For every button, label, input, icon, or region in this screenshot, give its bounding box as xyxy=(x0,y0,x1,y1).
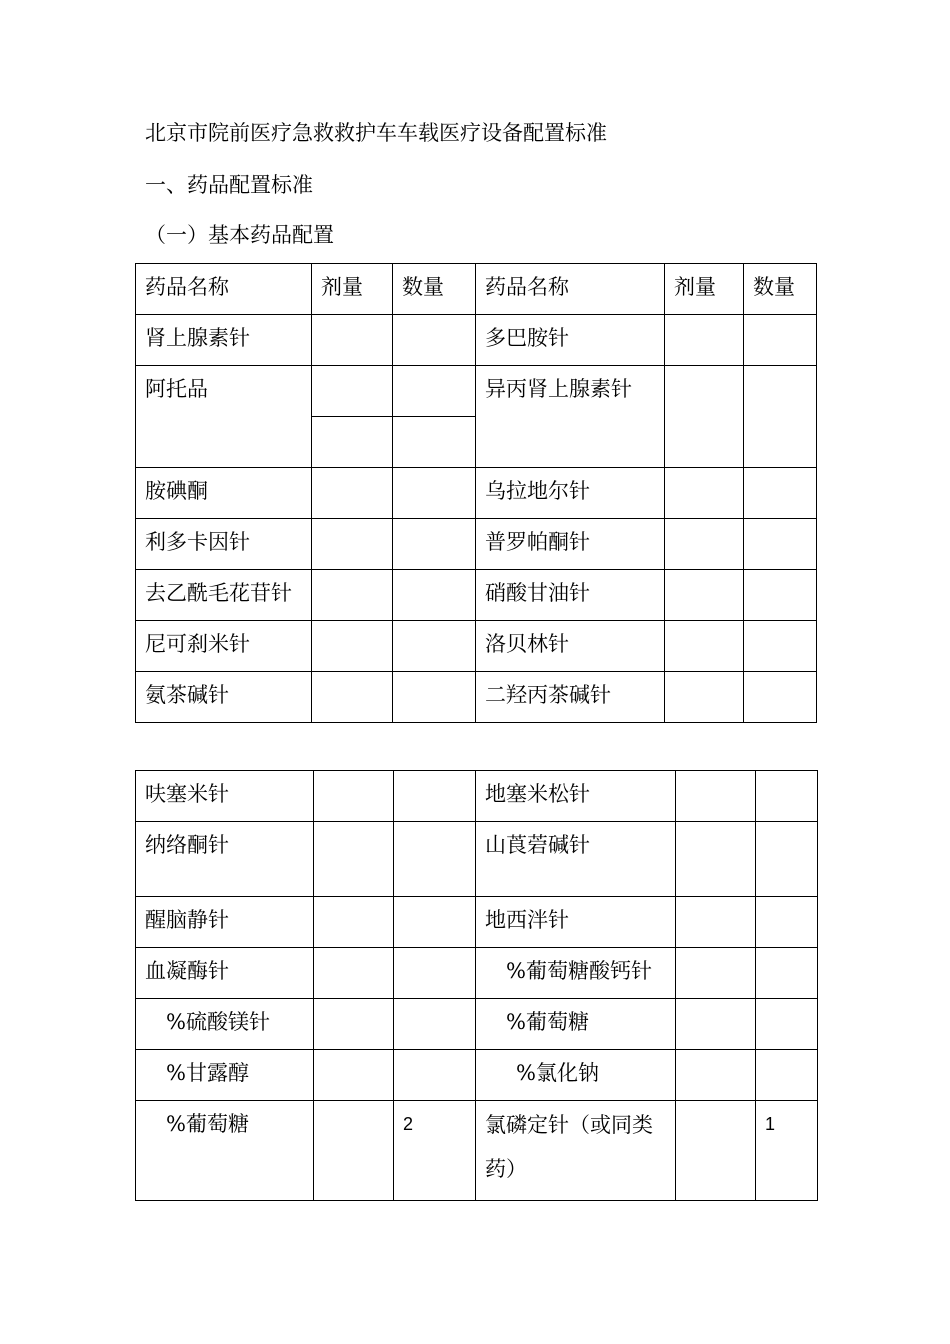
dose-cell xyxy=(312,417,393,468)
dose-cell xyxy=(314,771,394,822)
header-dose-left: 剂量 xyxy=(312,264,393,315)
qty-cell xyxy=(394,771,476,822)
table-row xyxy=(136,1101,818,1201)
qty-cell xyxy=(394,999,476,1050)
drug-name-right: 乌拉地尔针 xyxy=(476,468,665,519)
drug-name-right: 地塞米松针 xyxy=(476,771,676,822)
dose-cell xyxy=(314,999,394,1050)
drug-name-left: 血凝酶针 xyxy=(136,948,314,999)
dose-cell xyxy=(676,897,756,948)
qty-cell xyxy=(394,948,476,999)
header-dose-right: 剂量 xyxy=(665,264,744,315)
dose-cell xyxy=(676,948,756,999)
dose-cell xyxy=(665,672,744,723)
qty-cell xyxy=(393,315,476,366)
qty-cell xyxy=(756,897,818,948)
header-name-right: 药品名称 xyxy=(476,264,665,315)
drug-name-right: %氯化钠 xyxy=(476,1050,676,1101)
dose-cell xyxy=(314,897,394,948)
dose-cell xyxy=(665,570,744,621)
drug-name-left: %葡萄糖 xyxy=(136,1101,314,1201)
drug-name-right: %葡萄糖 xyxy=(476,999,676,1050)
dose-cell xyxy=(676,1101,756,1201)
qty-cell xyxy=(394,897,476,948)
dose-cell xyxy=(676,999,756,1050)
qty-cell xyxy=(393,519,476,570)
table-row xyxy=(136,771,818,822)
drug-name-left: 醒脑静针 xyxy=(136,897,314,948)
subsection-heading: （一）基本药品配置 xyxy=(145,223,334,247)
qty-cell xyxy=(394,1050,476,1101)
page-title: 北京市院前医疗急救救护车车载医疗设备配置标准 xyxy=(145,121,607,145)
table-row xyxy=(136,672,817,723)
qty-cell xyxy=(393,417,476,468)
header-qty-left: 数量 xyxy=(393,264,476,315)
qty-cell xyxy=(756,771,818,822)
drug-name-left: %硫酸镁针 xyxy=(136,999,314,1050)
qty-cell xyxy=(393,468,476,519)
table-row xyxy=(136,468,817,519)
table-row xyxy=(136,315,817,366)
basic-drug-table-part1 xyxy=(135,263,817,723)
drug-name-left: %甘露醇 xyxy=(136,1050,314,1101)
drug-name-left: 呋塞米针 xyxy=(136,771,314,822)
drug-name-right: 异丙肾上腺素针 xyxy=(476,366,665,468)
drug-name-left: 去乙酰毛花苷针 xyxy=(136,570,312,621)
qty-cell xyxy=(744,468,817,519)
dose-cell xyxy=(665,621,744,672)
dose-cell xyxy=(312,570,393,621)
drug-name-right: 硝酸甘油针 xyxy=(476,570,665,621)
dose-cell xyxy=(676,1050,756,1101)
drug-name-left: 胺碘酮 xyxy=(136,468,312,519)
dose-cell xyxy=(665,519,744,570)
qty-cell xyxy=(756,1050,818,1101)
dose-cell xyxy=(665,468,744,519)
qty-cell xyxy=(394,822,476,897)
qty-cell xyxy=(744,621,817,672)
dose-cell xyxy=(312,468,393,519)
header-name-left: 药品名称 xyxy=(136,264,312,315)
qty-cell xyxy=(393,621,476,672)
basic-drug-table-part2 xyxy=(135,770,818,1201)
qty-cell xyxy=(393,672,476,723)
table-row xyxy=(136,570,817,621)
qty-cell xyxy=(744,315,817,366)
table-row xyxy=(136,366,817,417)
qty-cell: 2 xyxy=(394,1101,476,1201)
qty-cell xyxy=(393,366,476,417)
drug-name-right: %葡萄糖酸钙针 xyxy=(476,948,676,999)
table-row xyxy=(136,822,818,897)
table-header-row xyxy=(136,264,817,315)
drug-name-right: 普罗帕酮针 xyxy=(476,519,665,570)
section-heading: 一、药品配置标准 xyxy=(145,173,313,197)
dose-cell xyxy=(676,822,756,897)
header-qty-right: 数量 xyxy=(744,264,817,315)
dose-cell xyxy=(676,771,756,822)
drug-name-right: 氯磷定针（或同类药） xyxy=(476,1101,676,1201)
drug-name-right: 地西泮针 xyxy=(476,897,676,948)
dose-cell xyxy=(312,672,393,723)
qty-cell xyxy=(756,822,818,897)
dose-cell xyxy=(312,519,393,570)
table-row xyxy=(136,621,817,672)
drug-name-right: 洛贝林针 xyxy=(476,621,665,672)
dose-cell xyxy=(312,315,393,366)
dose-cell xyxy=(314,822,394,897)
table-row xyxy=(136,519,817,570)
drug-name-left: 利多卡因针 xyxy=(136,519,312,570)
drug-name-right: 二羟丙茶碱针 xyxy=(476,672,665,723)
qty-cell xyxy=(756,999,818,1050)
qty-cell xyxy=(744,672,817,723)
qty-cell xyxy=(756,948,818,999)
qty-cell xyxy=(744,570,817,621)
dose-cell xyxy=(314,1050,394,1101)
qty-cell xyxy=(393,570,476,621)
drug-name-right: 多巴胺针 xyxy=(476,315,665,366)
drug-name-left: 肾上腺素针 xyxy=(136,315,312,366)
qty-cell xyxy=(744,519,817,570)
table-row xyxy=(136,897,818,948)
drug-name-left: 阿托品 xyxy=(136,366,312,468)
dose-cell xyxy=(314,948,394,999)
drug-name-right: 山莨菪碱针 xyxy=(476,822,676,897)
drug-name-left: 尼可刹米针 xyxy=(136,621,312,672)
dose-cell xyxy=(665,366,744,468)
qty-cell xyxy=(744,366,817,468)
dose-cell xyxy=(665,315,744,366)
dose-cell xyxy=(312,366,393,417)
drug-name-left: 氨茶碱针 xyxy=(136,672,312,723)
table-row xyxy=(136,948,818,999)
table-row xyxy=(136,1050,818,1101)
table-row xyxy=(136,999,818,1050)
dose-cell xyxy=(312,621,393,672)
qty-cell: 1 xyxy=(756,1101,818,1201)
dose-cell xyxy=(314,1101,394,1201)
drug-name-left: 纳络酮针 xyxy=(136,822,314,897)
